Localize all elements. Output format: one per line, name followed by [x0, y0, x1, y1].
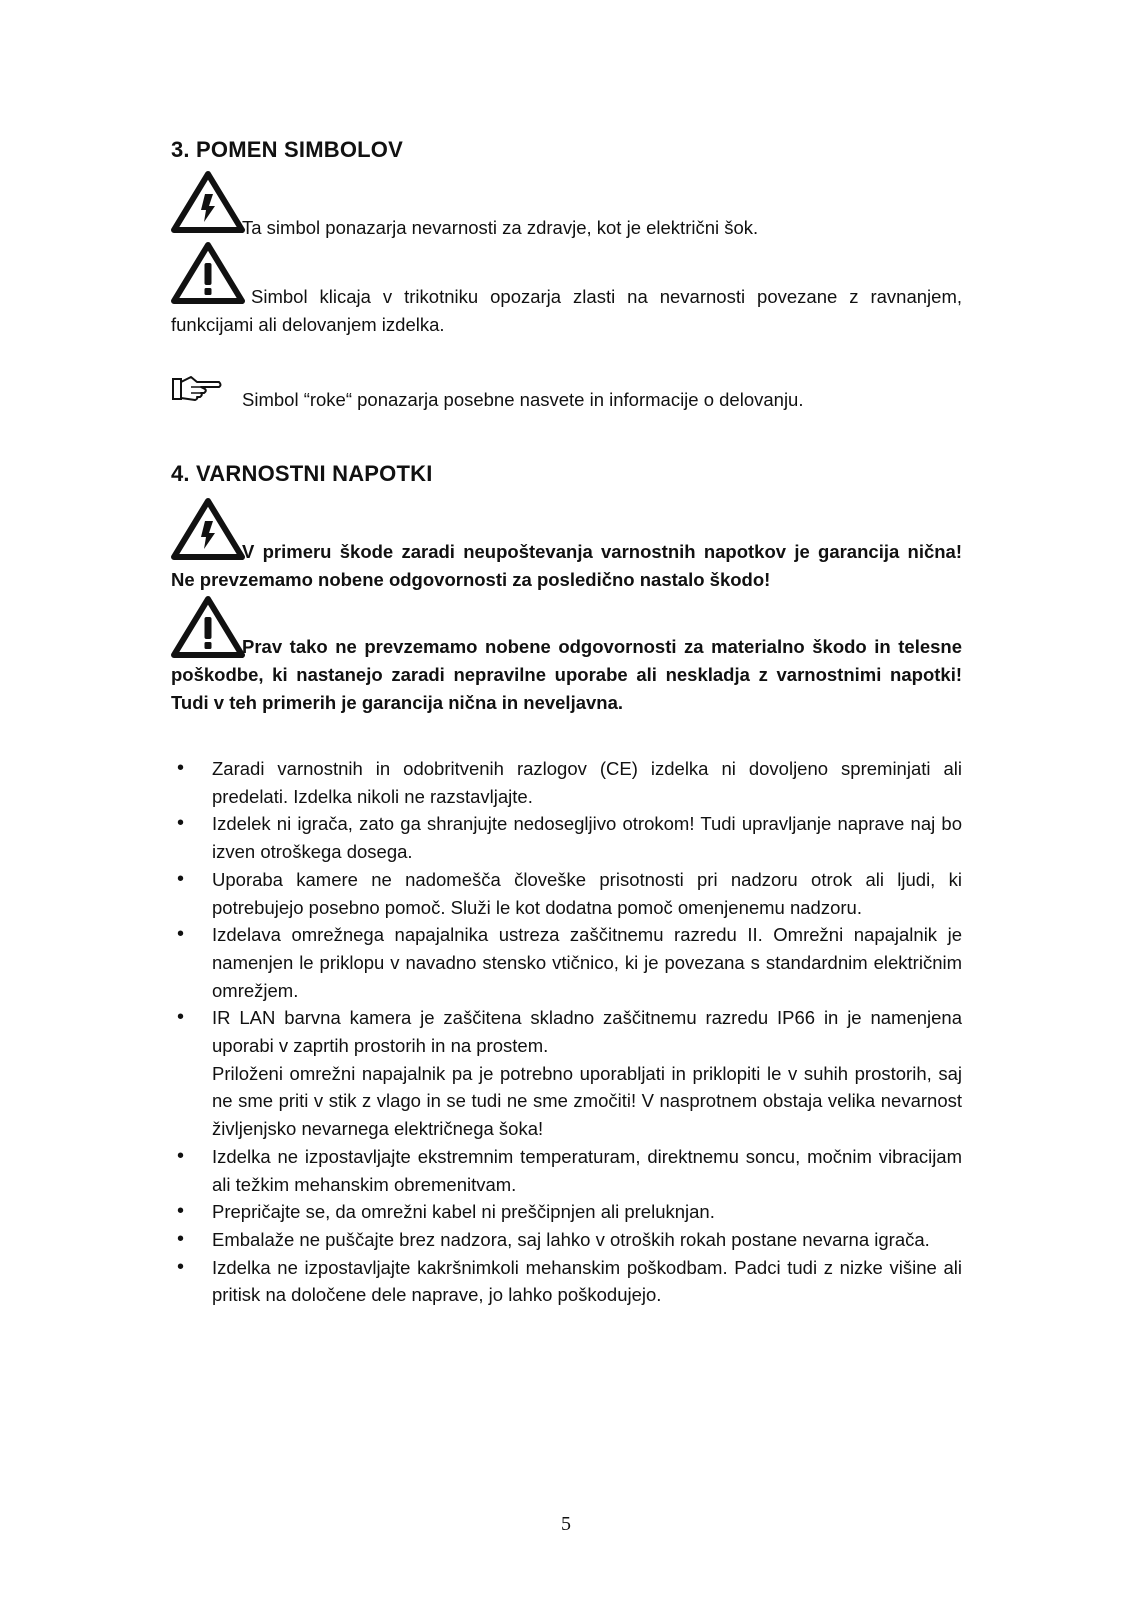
liability-warning-text: Prav tako ne prevzemamo nobene odgovornosti za materialno škodo in telesne poškodbe, ki nastanejo zaradi nepravilne uporabe ali neskladja z varnostnimi napotki! Tudi v teh primerih je garancija nična in neveljavna.: [171, 636, 962, 713]
symbol-electric-description: Ta simbol ponazarja nevarnosti za zdravje, kot je električni šok.: [242, 217, 759, 238]
list-item: • IR LAN barvna kamera je zaščitena skladno zaščitnemu razredu IP66 in je namenjena uporabi v zaprtih prostorih in na prostem. Priloženi omrežni napajalnik pa je potrebno uporabljati in priklopiti le v suhih prostorih, saj ne sme priti v stik z vlago in se tudi ne sme zmočiti! V nasprotnem obstaja velika nevarnost življenjsko nevarnega električnega šoka!: [177, 1006, 962, 1140]
bullet-icon: •: [177, 1255, 185, 1278]
list-item-extra: Priloženi omrežni napajalnik pa je potrebno uporabljati in priklopiti le v suhih prostorih, saj ne sme priti v stik z vlago in se tudi ne sme zmočiti! V nasprotnem obstaja velika nevarnost življenjsko nevarnega električnega šoka!: [212, 1062, 962, 1140]
bullet-icon: •: [177, 1227, 185, 1250]
bullet-icon: •: [177, 867, 185, 890]
list-item: • Uporaba kamere ne nadomešča človeške prisotnosti pri nadzoru otrok ali ljudi, ki potrebujejo posebno pomoč. Služi le kot dodatna pomoč omenjenemu nadzoru.: [177, 867, 962, 918]
list-item: • Izdelava omrežnega napajalnika ustreza zaščitnemu razredu II. Omrežni napajalnik je namenjen le priklopu v navadno stensko vtičnico, ki je povezana s standardnim električnim omrežjem.: [177, 923, 962, 1001]
section-4-heading: 4. VARNOSTNI NAPOTKI: [171, 461, 433, 486]
bullet-icon: •: [177, 1144, 185, 1167]
bullet-icon: •: [177, 1006, 185, 1029]
section-3-heading: 3. POMEN SIMBOLOV: [171, 137, 403, 162]
list-item: • Izdelka ne izpostavljajte ekstremnim temperaturam, direktnemu soncu, močnim vibracijam ali težkim mehanskim obremenitvam.: [177, 1144, 962, 1195]
symbol-exclamation-description: Simbol klicaja v trikotniku opozarja zlasti na nevarnosti povezane z ravnanjem, funkcijami ali delovanjem izdelka.: [171, 286, 962, 335]
symbol-hand-description: Simbol “roke“ ponazarja posebne nasvete in informacije o delovanju.: [242, 389, 804, 410]
page-number: 5: [561, 1513, 571, 1535]
warranty-warning-text: V primeru škode zaradi neupoštevanja varnostnih napotkov je garancija nična! Ne prevzemamo nobene odgovornosti za posledično nastalo škodo!: [171, 541, 962, 590]
list-item: • Izdelka ne izpostavljajte kakršnimkoli mehanskim poškodbam. Padci tudi z nizke višine ali pritisk na določene dele naprave, jo lahko poškodujejo.: [177, 1255, 962, 1306]
list-item: • Prepričajte se, da omrežni kabel ni preščipnjen ali preluknjan.: [171, 1198, 962, 1226]
bullet-icon: •: [177, 923, 185, 946]
bullet-icon: •: [177, 757, 185, 779]
safety-bullet-list: [171, 755, 962, 1309]
bullet-icon: •: [177, 812, 185, 835]
list-item: • Zaradi varnostnih in odobritvenih razlogov (CE) izdelka ni dovoljeno spreminjati ali predelati. Izdelka nikoli ne razstavljajte.: [177, 757, 962, 807]
bullet-icon: •: [177, 1200, 185, 1223]
list-item: • Embalaže ne puščajte brez nadzora, saj lahko v otroških rokah postane nevarna igrača.: [171, 1226, 962, 1254]
list-item: • Izdelek ni igrača, zato ga shranjujte nedosegljivo otrokom! Tudi upravljanje naprave naj bo izven otroškega dosega.: [177, 812, 962, 863]
